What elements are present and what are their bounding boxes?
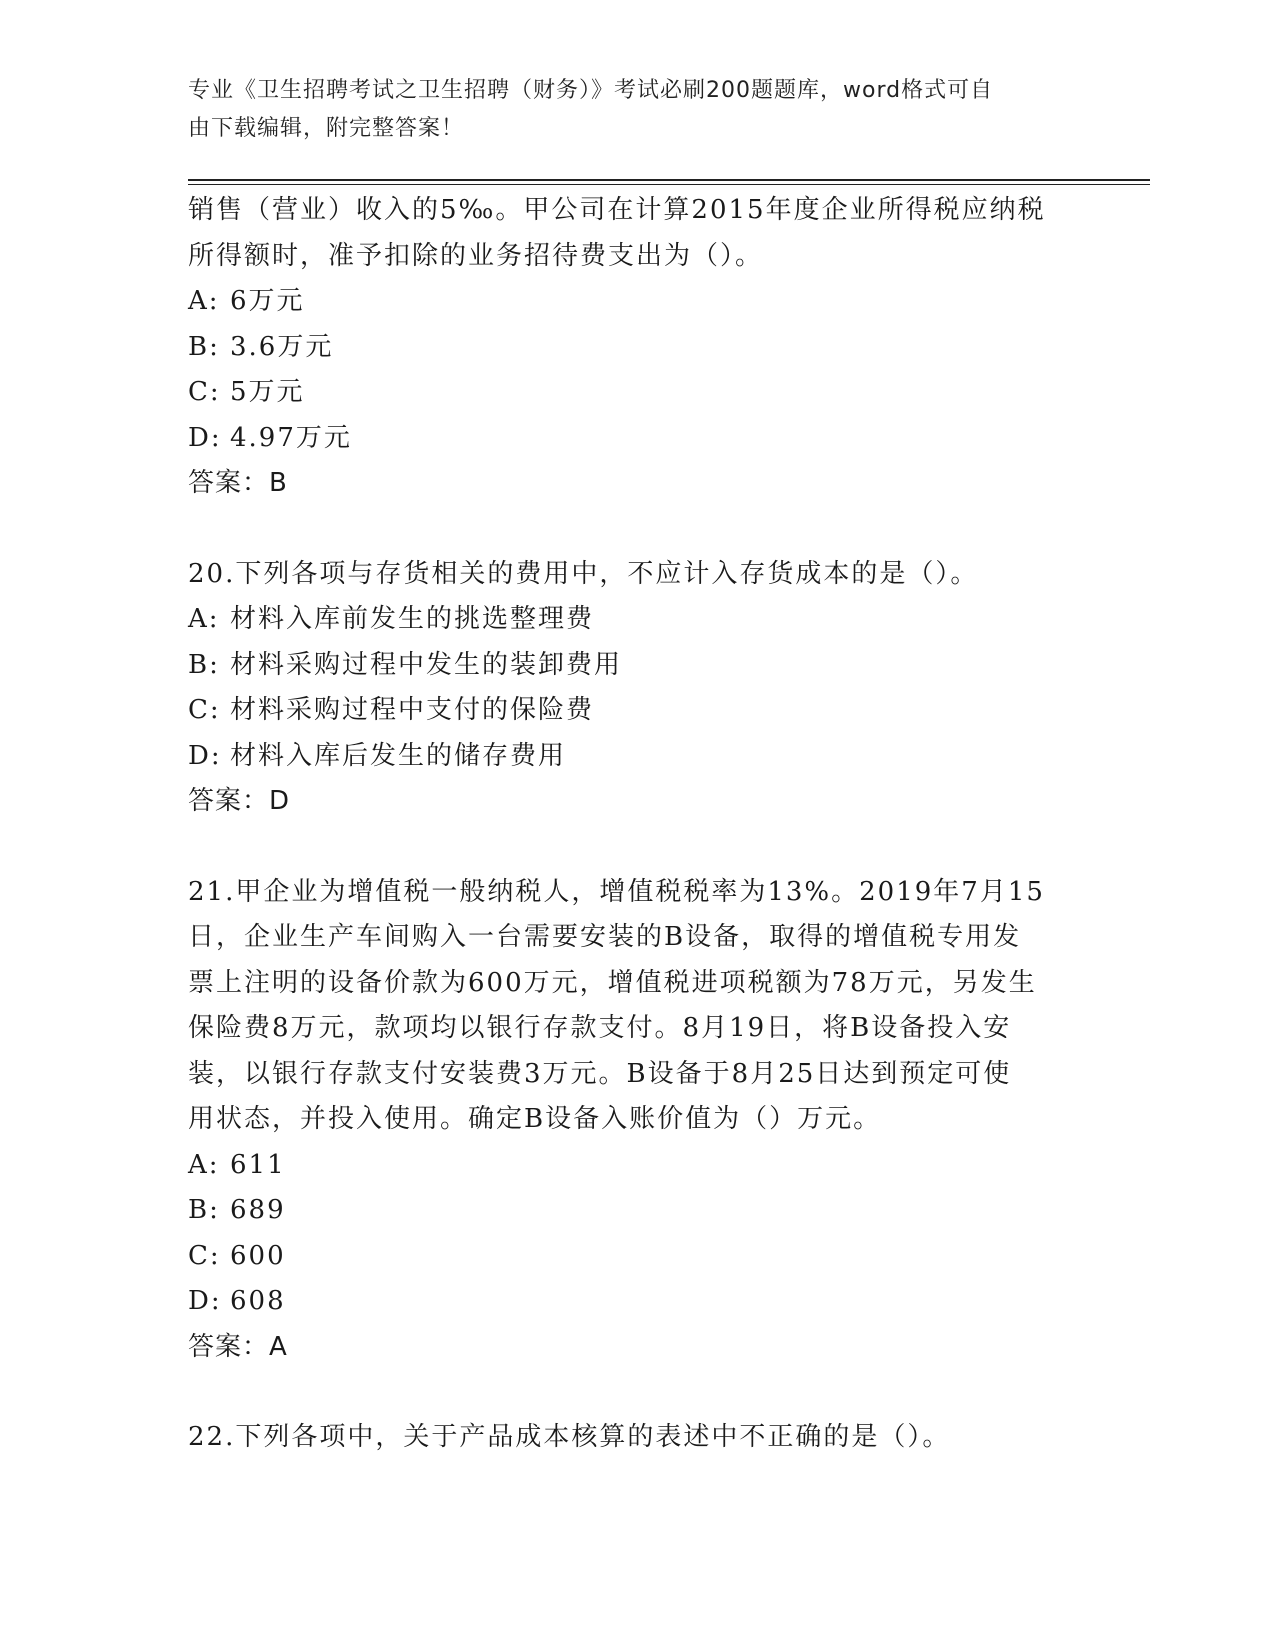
option-text: 材料入库后发生的储存费用 bbox=[230, 740, 567, 771]
option-key: A: bbox=[188, 286, 220, 316]
answer-line: 答案：D bbox=[188, 786, 291, 816]
header-line-1: 专业《卫生招聘考试之卫生招聘（财务）》考试必刷200题题库，word格式可自 bbox=[188, 78, 994, 103]
option-text: 5万元 bbox=[230, 377, 305, 407]
option-text: 3.6万元 bbox=[230, 331, 334, 362]
option-key: B: bbox=[188, 1195, 220, 1225]
question-stem-line: 日，企业生产车间购入一台需要安装的B设备，取得的增值税专用发 bbox=[188, 922, 1022, 952]
option-d bbox=[188, 1279, 1088, 1325]
document-header bbox=[188, 72, 1068, 148]
option-b bbox=[188, 325, 1088, 371]
question-stem-line: 21.甲企业为增值税一般纳税人，增值税税率为13%。2019年7月15 bbox=[188, 876, 1045, 907]
option-text: 材料采购过程中支付的保险费 bbox=[230, 695, 595, 725]
option-key: A: bbox=[188, 1149, 220, 1180]
answer-line: 答案：B bbox=[188, 468, 288, 498]
option-text: 材料入库前发生的挑选整理费 bbox=[230, 604, 595, 634]
question-20 bbox=[188, 552, 1088, 825]
option-key: B: bbox=[188, 331, 220, 362]
option-key: A: bbox=[188, 604, 220, 634]
option-b bbox=[188, 1188, 1088, 1234]
option-a bbox=[188, 1143, 1088, 1189]
option-text: 4.97万元 bbox=[230, 422, 352, 453]
option-text: 611 bbox=[230, 1149, 286, 1180]
question-stem-line: 保险费8万元，款项均以银行存款支付。8月19日，将B设备投入安 bbox=[188, 1013, 1012, 1043]
question-22 bbox=[188, 1415, 1088, 1461]
header-divider-thin bbox=[188, 184, 1150, 185]
question-stem-line: 销售（营业）收入的5‰。甲公司在计算2015年度企业所得税应纳税 bbox=[188, 195, 1046, 225]
question-stem-line: 票上注明的设备价款为600万元，增值税进项税额为78万元，另发生 bbox=[188, 967, 1037, 998]
option-d bbox=[188, 416, 1088, 462]
option-text: 6万元 bbox=[230, 286, 305, 316]
option-key: B: bbox=[188, 649, 220, 680]
spacer bbox=[188, 825, 1088, 870]
option-a bbox=[188, 279, 1088, 325]
question-stem: 20.下列各项与存货相关的费用中，不应计入存货成本的是（）。 bbox=[188, 558, 979, 589]
header-divider-thick bbox=[188, 179, 1150, 181]
option-key: C: bbox=[188, 377, 221, 407]
option-b bbox=[188, 643, 1088, 689]
option-c bbox=[188, 370, 1088, 416]
question-stem: 22.下列各项中，关于产品成本核算的表述中不正确的是（）。 bbox=[188, 1422, 951, 1452]
option-text: 600 bbox=[230, 1240, 286, 1271]
question-19 bbox=[188, 188, 1088, 507]
question-stem-line: 所得额时，准予扣除的业务招待费支出为（）。 bbox=[188, 240, 764, 271]
option-d bbox=[188, 734, 1088, 780]
spacer bbox=[188, 507, 1088, 552]
header-line-2: 由下载编辑，附完整答案！ bbox=[188, 116, 465, 141]
option-key: C: bbox=[188, 1240, 221, 1271]
option-key: C: bbox=[188, 695, 221, 725]
question-stem-line: 用状态，并投入使用。确定B设备入账价值为（）万元。 bbox=[188, 1104, 882, 1134]
option-key: D: bbox=[188, 422, 222, 453]
option-text: 608 bbox=[230, 1286, 286, 1316]
question-stem-line: 装，以银行存款支付安装费3万元。B设备于8月25日达到预定可使 bbox=[188, 1058, 1012, 1089]
question-21 bbox=[188, 870, 1088, 1371]
spacer bbox=[188, 1370, 1088, 1415]
option-key: D: bbox=[188, 740, 222, 771]
answer-line: 答案：A bbox=[188, 1331, 288, 1362]
document-body bbox=[188, 188, 1088, 1461]
option-a bbox=[188, 597, 1088, 643]
option-c bbox=[188, 688, 1088, 734]
option-key: D: bbox=[188, 1286, 222, 1316]
option-text: 材料采购过程中发生的装卸费用 bbox=[230, 649, 623, 680]
option-text: 689 bbox=[230, 1195, 286, 1225]
option-c bbox=[188, 1234, 1088, 1280]
